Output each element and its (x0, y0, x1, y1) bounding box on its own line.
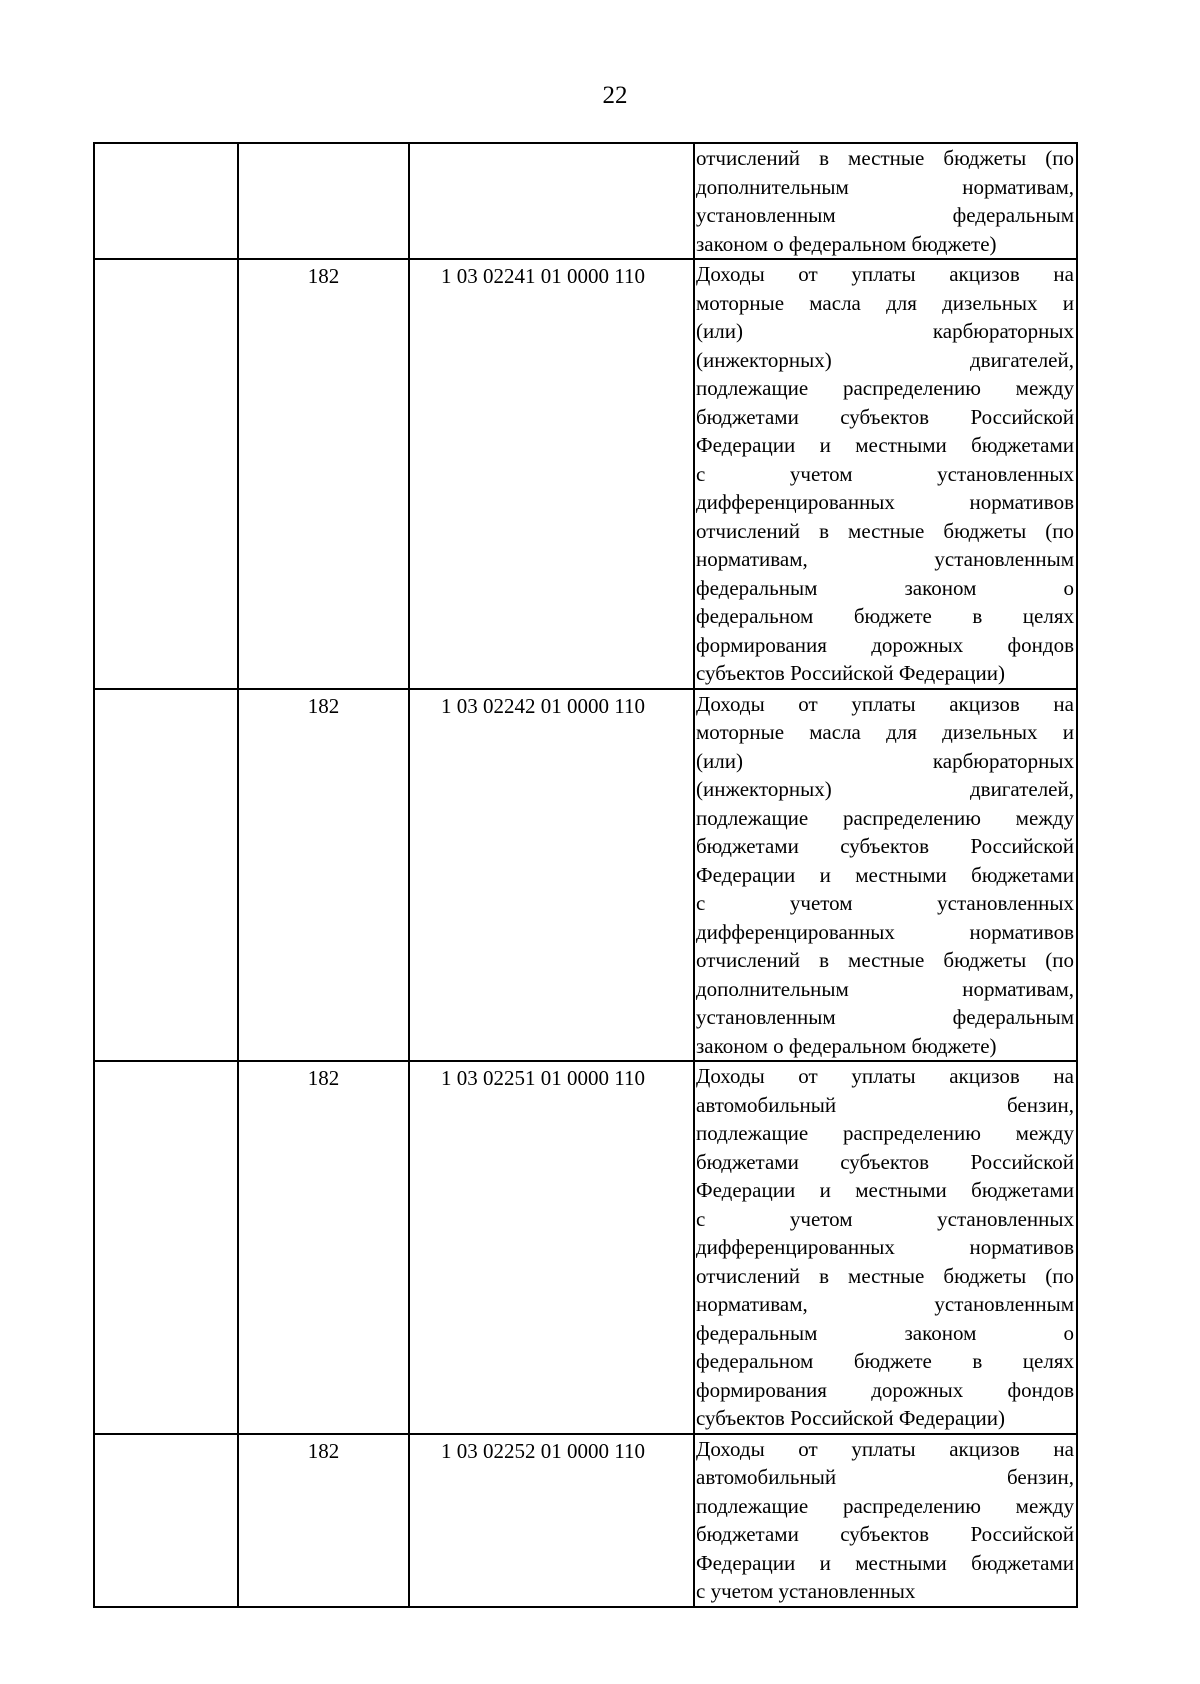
description-line: бюджетами субъектов Российской (696, 404, 1074, 429)
description-line: Федерации и местными бюджетами (696, 1550, 1074, 1575)
description-cell (694, 259, 1077, 689)
description-line: бюджетами субъектов Российской (696, 1522, 1074, 1546)
description-line: законом о федеральном бюджете) (696, 1033, 997, 1058)
description-line: отчислений в местные бюджеты (по (696, 948, 1074, 972)
description-cell (694, 143, 1077, 259)
description-line: Доходы от уплаты акцизов на (696, 262, 1074, 286)
description-line: дополнительным нормативам, (696, 976, 1074, 1001)
description-line: законом о федеральном бюджете) (696, 231, 997, 256)
description-line: с учетом установленных (696, 1206, 1074, 1231)
table-row (94, 143, 1077, 259)
description-line: Федерации и местными бюджетами (696, 862, 1074, 887)
description-line: субъектов Российской Федерации) (696, 1406, 1006, 1430)
description-line: федеральном бюджете в целях (696, 604, 1074, 628)
admin-code-cell: 182 (238, 259, 409, 689)
description-line: дифференцированных нормативов (696, 1235, 1074, 1259)
kbk-code-cell: 1 03 02241 01 0000 110 (409, 259, 694, 689)
table-row (94, 1061, 1077, 1434)
description-line: нормативам, установленным (696, 1292, 1074, 1316)
description-cell (694, 1434, 1077, 1607)
empty-cell (94, 1061, 238, 1434)
kbk-code-cell: 1 03 02251 01 0000 110 (409, 1061, 694, 1434)
admin-code-cell: 182 (238, 1061, 409, 1434)
description-line: Доходы от уплаты акцизов на (696, 691, 1074, 716)
description-line: нормативам, установленным (696, 547, 1074, 571)
admin-code-cell: 182 (238, 1434, 409, 1607)
description-line: с учетом установленных (696, 891, 1074, 915)
budget-classification-table (93, 142, 1078, 1608)
description-cell (694, 1061, 1077, 1434)
description-line: автомобильный бензин, (696, 1092, 1074, 1117)
empty-cell (94, 689, 238, 1062)
admin-code-cell (238, 143, 409, 259)
description-line: дифференцированных нормативов (696, 919, 1074, 944)
description-line: федеральном бюджете в целях (696, 1349, 1074, 1373)
description-line: моторные масла для дизельных и (696, 290, 1074, 315)
description-line: с учетом установленных (696, 1579, 916, 1603)
description-line: Федерации и местными бюджетами (696, 433, 1074, 457)
description-line: подлежащие распределению между (696, 1121, 1074, 1145)
description-cell (694, 689, 1077, 1062)
description-line: бюджетами субъектов Российской (696, 834, 1074, 858)
description-line: федеральным законом о (696, 1320, 1074, 1345)
description-line: формирования дорожных фондов (696, 632, 1074, 657)
description-line: подлежащие распределению между (696, 376, 1074, 400)
empty-cell (94, 259, 238, 689)
table-row (94, 689, 1077, 1062)
description-line: подлежащие распределению между (696, 805, 1074, 830)
description-line: Федерации и местными бюджетами (696, 1178, 1074, 1202)
kbk-code-cell: 1 03 02252 01 0000 110 (409, 1434, 694, 1607)
description-line: субъектов Российской Федерации) (696, 661, 1006, 685)
description-line: с учетом установленных (696, 461, 1074, 486)
table-row (94, 1434, 1077, 1607)
empty-cell (94, 1434, 238, 1607)
description-line: формирования дорожных фондов (696, 1377, 1074, 1402)
description-line: дополнительным нормативам, (696, 174, 1074, 199)
kbk-code-cell: 1 03 02242 01 0000 110 (409, 689, 694, 1062)
description-line: отчислений в местные бюджеты (по (696, 146, 1074, 170)
description-line: моторные масла для дизельных и (696, 720, 1074, 744)
description-line: отчислений в местные бюджеты (по (696, 518, 1074, 543)
description-line: (инжекторных) двигателей, (696, 777, 1074, 801)
table-row (94, 259, 1077, 689)
admin-code-cell: 182 (238, 689, 409, 1062)
description-line: дифференцированных нормативов (696, 490, 1074, 514)
description-line: (инжекторных) двигателей, (696, 347, 1074, 372)
description-line: (или) карбюраторных (696, 319, 1074, 343)
kbk-code-cell (409, 143, 694, 259)
description-line: Доходы от уплаты акцизов на (696, 1436, 1074, 1461)
page-number: 22 (602, 82, 628, 109)
description-line: Доходы от уплаты акцизов на (696, 1064, 1074, 1088)
description-line: федеральным законом о (696, 575, 1074, 600)
description-line: бюджетами субъектов Российской (696, 1149, 1074, 1174)
description-line: подлежащие распределению между (696, 1493, 1074, 1518)
empty-cell (94, 143, 238, 259)
description-line: автомобильный бензин, (696, 1465, 1074, 1489)
description-line: отчислений в местные бюджеты (по (696, 1263, 1074, 1288)
description-line: установленным федеральным (696, 203, 1074, 227)
description-line: установленным федеральным (696, 1005, 1074, 1029)
description-line: (или) карбюраторных (696, 748, 1074, 773)
